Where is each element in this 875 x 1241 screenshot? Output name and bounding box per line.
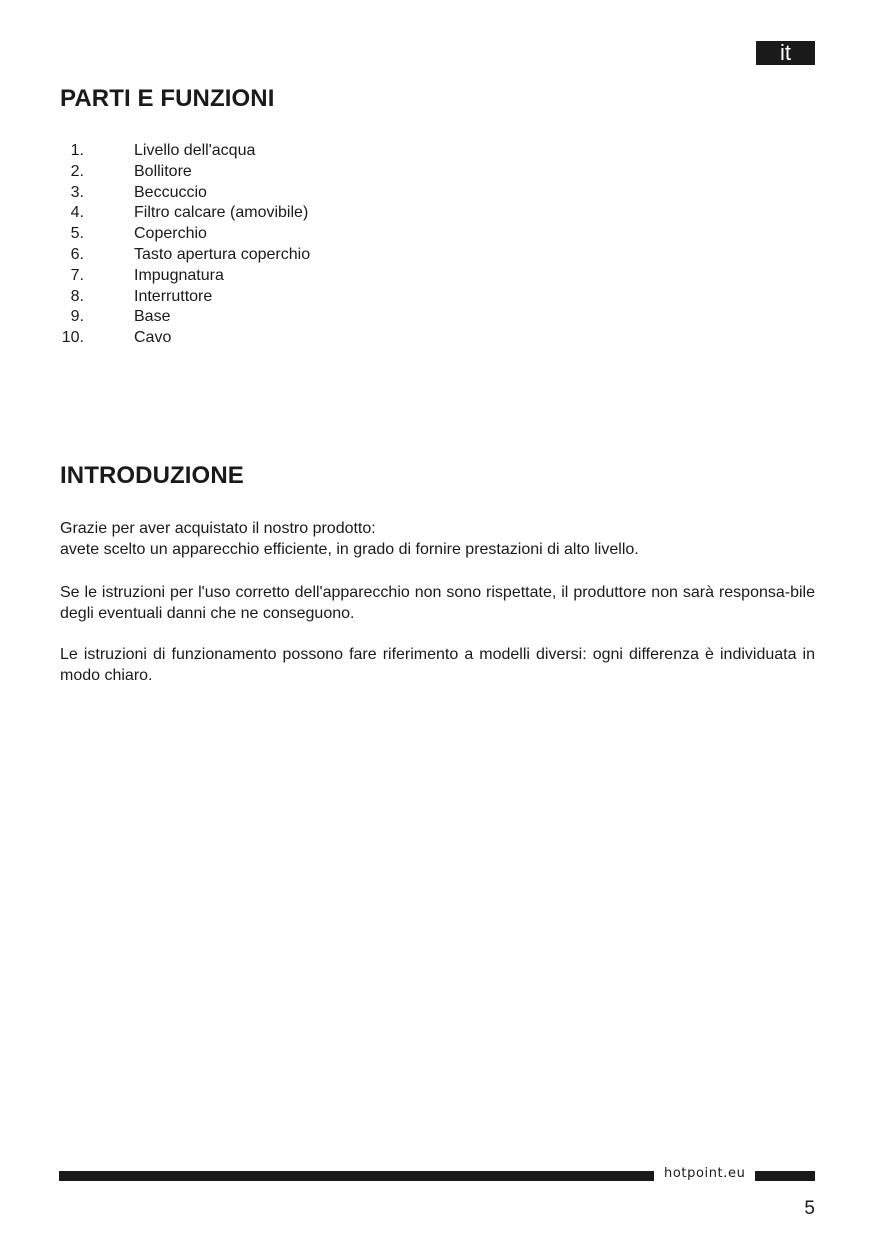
item-label: Livello dell'acqua (134, 142, 256, 159)
parts-section-title: PARTI E FUNZIONI (60, 85, 275, 112)
item-number: 9. (70, 308, 84, 326)
item-label: Beccuccio (134, 183, 207, 201)
item-label: Interruttore (134, 287, 213, 305)
item-number: 3. (70, 183, 84, 201)
list-item (57, 328, 172, 349)
list-item (57, 307, 171, 328)
item-number: 2. (70, 162, 84, 180)
list-item (57, 203, 309, 224)
item-number: 8. (70, 287, 84, 305)
item-label: Cavo (134, 329, 172, 347)
item-label: Bollitore (134, 162, 192, 180)
intro-paragraph-models: Le istruzioni di funzionamento possono fare riferimento a modelli diversi: ogni differenza è individuata in modo chiaro. (60, 646, 815, 684)
list-item (57, 162, 192, 183)
language-badge: it (756, 41, 815, 65)
intro-paragraph-liability: Se le istruzioni per l'uso corretto dell'apparecchio non sono rispettate, il produttore non sarà responsa-bile degli eventuali danni che ne conseguono. (60, 584, 815, 622)
intro-section-title: INTRODUZIONE (60, 462, 244, 489)
intro-paragraph-thanks (60, 518, 815, 560)
item-number: 1. (70, 142, 84, 159)
list-item (57, 245, 311, 266)
item-number: 10. (61, 329, 84, 347)
item-label: Base (134, 308, 171, 326)
item-number: 7. (70, 266, 84, 284)
thanks-line-1: Grazie per aver acquistato il nostro prodotto: (60, 520, 376, 537)
list-item (57, 224, 207, 245)
list-item (57, 266, 224, 287)
page-number: 5 (804, 1198, 815, 1219)
parts-list (57, 141, 311, 349)
footer-website: hotpoint.eu (664, 1166, 746, 1181)
item-label: Impugnatura (134, 266, 224, 284)
item-number: 4. (70, 204, 84, 222)
list-item (57, 141, 256, 162)
list-item (57, 183, 207, 204)
list-item (57, 287, 213, 308)
footer-rule-right (755, 1171, 815, 1181)
item-number: 6. (70, 245, 84, 263)
item-label: Tasto apertura coperchio (134, 245, 311, 263)
item-label: Filtro calcare (amovibile) (134, 204, 309, 222)
item-label: Coperchio (134, 225, 207, 243)
item-number: 5. (70, 225, 84, 243)
footer-rule-left (59, 1171, 654, 1181)
thanks-line-2: avete scelto un apparecchio efficiente, in grado di fornire prestazioni di alto livello. (60, 541, 639, 558)
